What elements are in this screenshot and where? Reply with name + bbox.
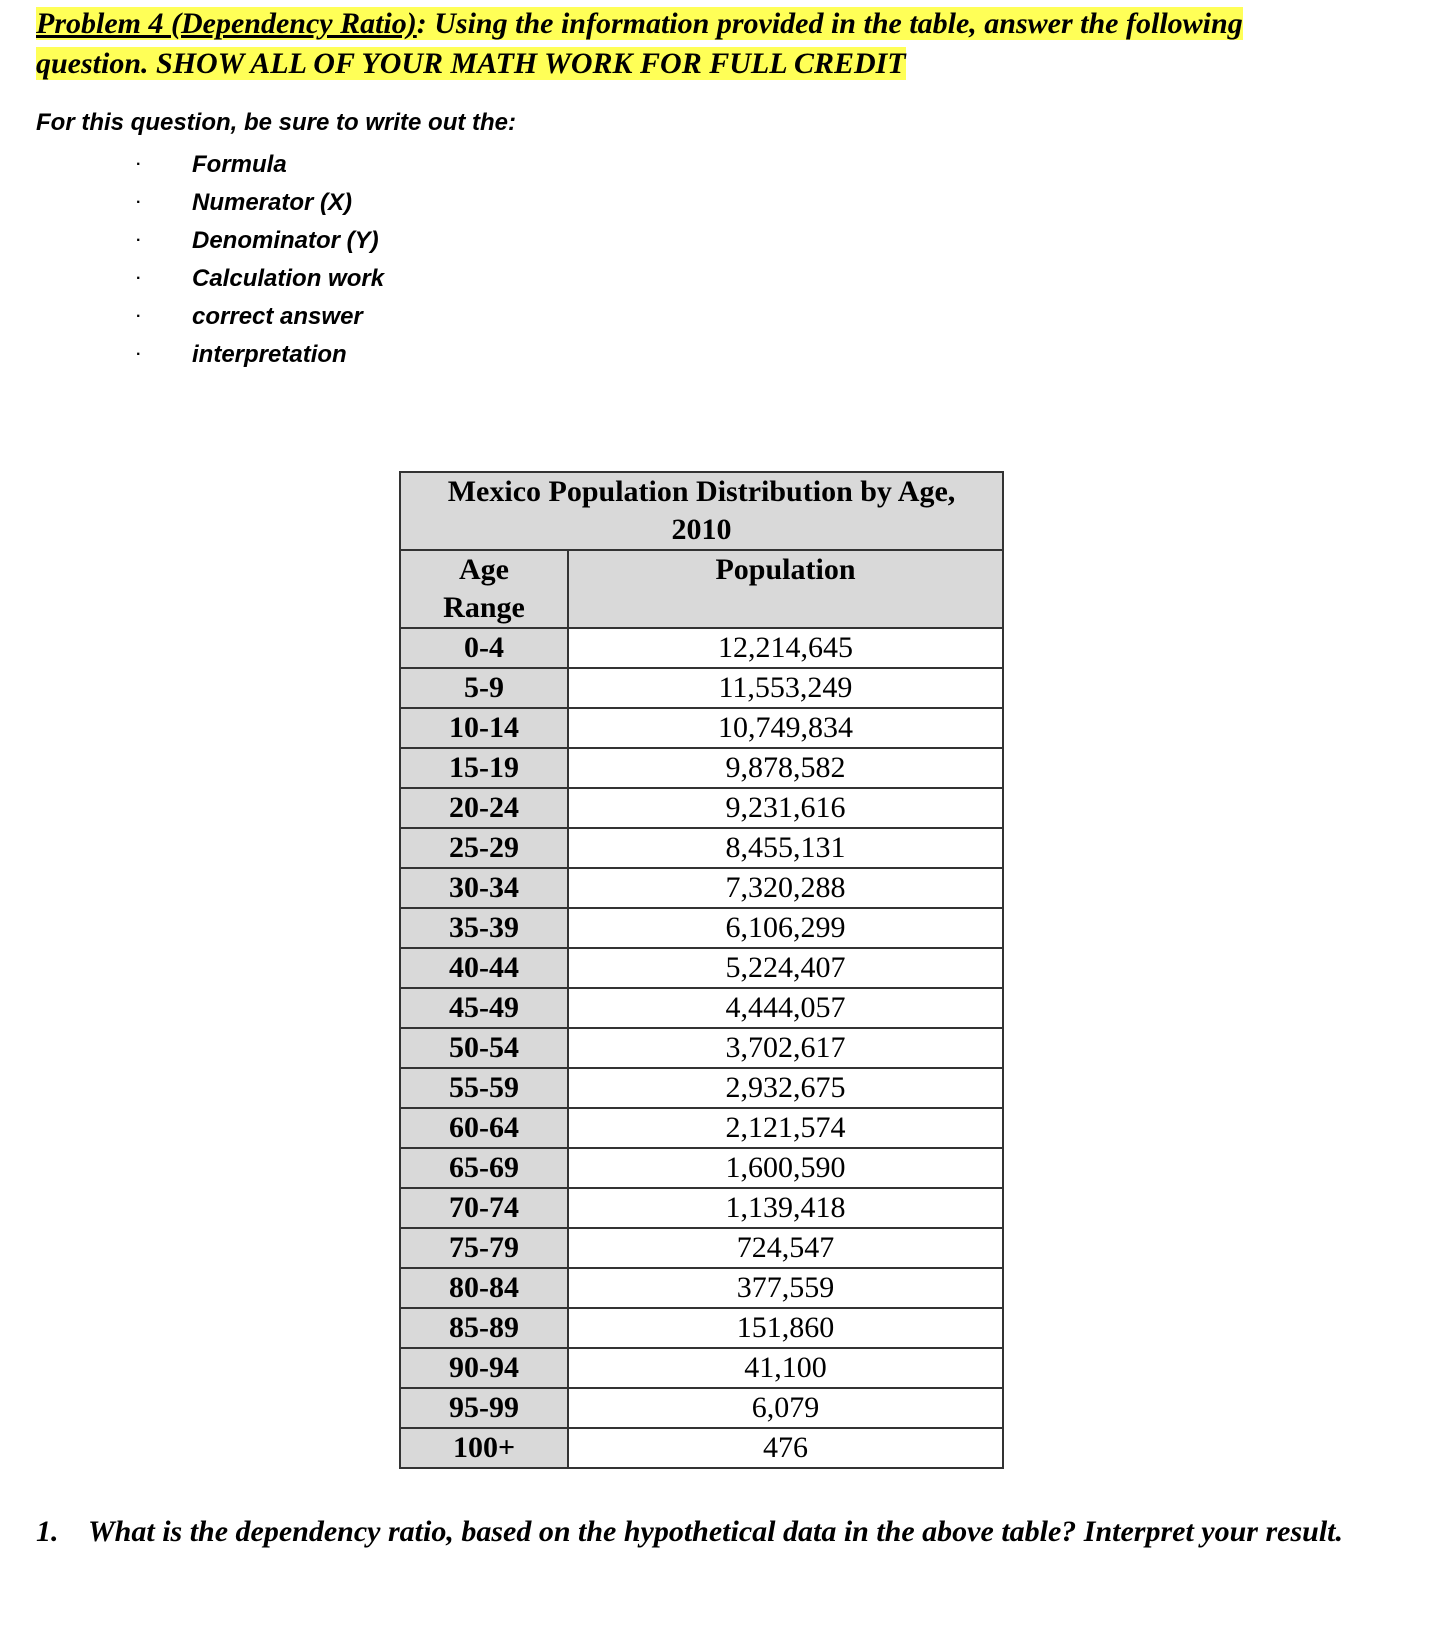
age-range-cell: 40-44 [400, 948, 568, 988]
heading-line-1 [36, 7, 1243, 40]
age-range-cell: 15-19 [400, 748, 568, 788]
population-cell: 5,224,407 [568, 948, 1003, 988]
population-table [399, 471, 1004, 1469]
population-cell: 4,444,057 [568, 988, 1003, 1028]
checklist-item-label: Denominator (Y) [192, 227, 379, 254]
age-range-cell: 55-59 [400, 1068, 568, 1108]
population-cell: 151,860 [568, 1308, 1003, 1348]
checklist-item [120, 146, 384, 184]
checklist-item [120, 298, 384, 336]
table-row [400, 1308, 1003, 1348]
age-range-cell: 95-99 [400, 1388, 568, 1428]
bullet-icon: · [136, 308, 142, 325]
population-cell: 476 [568, 1428, 1003, 1468]
population-cell: 6,106,299 [568, 908, 1003, 948]
table-title-line-1: Mexico Population Distribution by Age, [447, 475, 956, 508]
age-range-cell: 0-4 [400, 628, 568, 668]
checklist-item [120, 336, 384, 374]
population-cell: 12,214,645 [568, 628, 1003, 668]
population-cell: 8,455,131 [568, 828, 1003, 868]
population-cell: 1,139,418 [568, 1188, 1003, 1228]
table-title-line-2: 2010 [671, 513, 732, 546]
table-row [400, 1148, 1003, 1188]
population-cell: 11,553,249 [568, 668, 1003, 708]
table-row [400, 828, 1003, 868]
age-range-cell: 75-79 [400, 1228, 568, 1268]
table-row [400, 668, 1003, 708]
checklist-item [120, 260, 384, 298]
checklist-item [120, 184, 384, 222]
age-range-cell: 70-74 [400, 1188, 568, 1228]
column-header-age [400, 550, 568, 628]
population-cell: 10,749,834 [568, 708, 1003, 748]
problem-heading [36, 4, 1396, 84]
age-range-cell: 30-34 [400, 868, 568, 908]
population-cell: 2,121,574 [568, 1108, 1003, 1148]
age-range-cell: 80-84 [400, 1268, 568, 1308]
problem-label: Problem 4 (Dependency Ratio) [36, 7, 417, 40]
checklist-item [120, 222, 384, 260]
age-range-cell: 25-29 [400, 828, 568, 868]
table-row [400, 1428, 1003, 1468]
table-row [400, 1268, 1003, 1308]
age-range-cell: 85-89 [400, 1308, 568, 1348]
population-cell: 41,100 [568, 1348, 1003, 1388]
population-cell: 9,231,616 [568, 788, 1003, 828]
table-row [400, 948, 1003, 988]
age-range-cell: 50-54 [400, 1028, 568, 1068]
age-range-cell: 20-24 [400, 788, 568, 828]
age-range-cell: 90-94 [400, 1348, 568, 1388]
population-cell: 7,320,288 [568, 868, 1003, 908]
table-row [400, 788, 1003, 828]
heading-line-1-rest: : Using the information provided in the table, answer the following [416, 7, 1243, 40]
table-row [400, 1028, 1003, 1068]
table-row [400, 1068, 1003, 1108]
table-body [400, 628, 1003, 1468]
age-range-cell: 45-49 [400, 988, 568, 1028]
population-cell: 6,079 [568, 1388, 1003, 1428]
question-1 [36, 1512, 1396, 1552]
population-cell: 9,878,582 [568, 748, 1003, 788]
table-row [400, 1188, 1003, 1228]
column-header-age-line-1: Age [459, 553, 509, 586]
population-cell: 1,600,590 [568, 1148, 1003, 1188]
bullet-icon: · [136, 232, 142, 249]
bullet-icon: · [136, 346, 142, 363]
table-title [400, 472, 1003, 550]
table-row [400, 628, 1003, 668]
table-row [400, 1228, 1003, 1268]
population-cell: 2,932,675 [568, 1068, 1003, 1108]
question-number: 1. [36, 1515, 59, 1548]
age-range-cell: 35-39 [400, 908, 568, 948]
instructions-intro: For this question, be sure to write out the: [36, 109, 517, 136]
population-cell: 724,547 [568, 1228, 1003, 1268]
age-range-cell: 5-9 [400, 668, 568, 708]
bullet-icon: · [136, 270, 142, 287]
checklist-item-label: Formula [192, 151, 287, 178]
age-range-cell: 10-14 [400, 708, 568, 748]
table-row [400, 988, 1003, 1028]
question-text: What is the dependency ratio, based on the hypothetical data in the above table? Interpret your result. [88, 1515, 1344, 1548]
population-cell: 3,702,617 [568, 1028, 1003, 1068]
table-row [400, 748, 1003, 788]
column-header-population: Population [568, 550, 1003, 628]
checklist-item-label: interpretation [192, 341, 347, 368]
table-row [400, 908, 1003, 948]
table-row [400, 1388, 1003, 1428]
column-header-age-line-2: Range [443, 591, 525, 624]
table-row [400, 1108, 1003, 1148]
checklist-item-label: Calculation work [192, 265, 385, 292]
heading-line-2: question. SHOW ALL OF YOUR MATH WORK FOR FULL CREDIT [36, 47, 906, 80]
age-range-cell: 60-64 [400, 1108, 568, 1148]
age-range-cell: 65-69 [400, 1148, 568, 1188]
instruction-checklist [120, 146, 384, 374]
population-cell: 377,559 [568, 1268, 1003, 1308]
table-row [400, 868, 1003, 908]
table-row [400, 1348, 1003, 1388]
age-range-cell: 100+ [400, 1428, 568, 1468]
table-row [400, 708, 1003, 748]
checklist-item-label: Numerator (X) [192, 189, 353, 216]
bullet-icon: · [136, 156, 142, 173]
bullet-icon: · [136, 194, 142, 211]
checklist-item-label: correct answer [192, 303, 363, 330]
